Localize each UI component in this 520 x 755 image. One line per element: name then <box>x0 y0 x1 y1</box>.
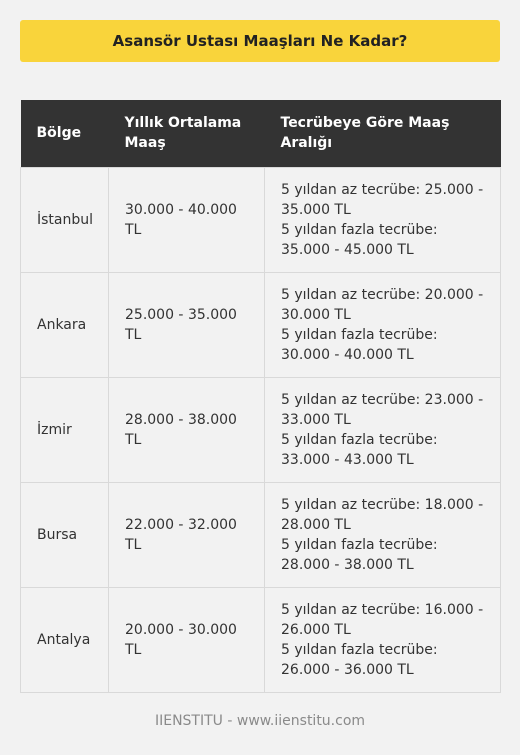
table-row <box>21 167 501 272</box>
experience-range-cell <box>265 377 501 482</box>
table-row <box>21 482 501 587</box>
region-cell: Antalya <box>21 587 109 692</box>
salary-table <box>20 100 501 693</box>
header-region: Bölge <box>36 125 82 142</box>
table-header-row <box>21 100 501 167</box>
annual-salary-cell: 25.000 - 35.000 TL <box>109 272 265 377</box>
range-more-experience: 5 yıldan fazla tecrübe: 33.000 - 43.000 TL <box>281 431 438 468</box>
table-row <box>21 272 501 377</box>
range-less-experience: 5 yıldan az tecrübe: 18.000 - 28.000 TL <box>281 496 484 533</box>
table-row <box>21 587 501 692</box>
range-less-experience: 5 yıldan az tecrübe: 20.000 - 30.000 TL <box>281 286 484 323</box>
experience-range-cell <box>265 272 501 377</box>
region-cell: İzmir <box>21 377 109 482</box>
region-cell: Bursa <box>21 482 109 587</box>
experience-range-cell <box>265 167 501 272</box>
region-cell: İstanbul <box>21 167 109 272</box>
range-more-experience: 5 yıldan fazla tecrübe: 30.000 - 40.000 TL <box>281 326 438 363</box>
range-more-experience: 5 yıldan fazla tecrübe: 26.000 - 36.000 TL <box>281 641 438 678</box>
header-experience-range: Tecrübeye Göre Maaş Aralığı <box>280 115 450 152</box>
range-less-experience: 5 yıldan az tecrübe: 16.000 - 26.000 TL <box>281 601 484 638</box>
table-row <box>21 377 501 482</box>
header-annual-salary: Yıllık Ortalama Maaş <box>124 115 242 152</box>
salary-table-container <box>20 100 500 693</box>
experience-range-cell <box>265 482 501 587</box>
annual-salary-cell: 20.000 - 30.000 TL <box>109 587 265 692</box>
annual-salary-cell: 30.000 - 40.000 TL <box>109 167 265 272</box>
annual-salary-cell: 22.000 - 32.000 TL <box>109 482 265 587</box>
annual-salary-cell: 28.000 - 38.000 TL <box>109 377 265 482</box>
range-more-experience: 5 yıldan fazla tecrübe: 28.000 - 38.000 TL <box>281 536 438 573</box>
page-title: Asansör Ustası Maaşları Ne Kadar? <box>20 20 500 62</box>
range-less-experience: 5 yıldan az tecrübe: 23.000 - 33.000 TL <box>281 391 484 428</box>
footer-credit: IIENSTITU - www.iienstitu.com <box>154 713 366 729</box>
experience-range-cell <box>265 587 501 692</box>
range-less-experience: 5 yıldan az tecrübe: 25.000 - 35.000 TL <box>281 181 484 218</box>
range-more-experience: 5 yıldan fazla tecrübe: 35.000 - 45.000 TL <box>281 221 438 258</box>
region-cell: Ankara <box>21 272 109 377</box>
